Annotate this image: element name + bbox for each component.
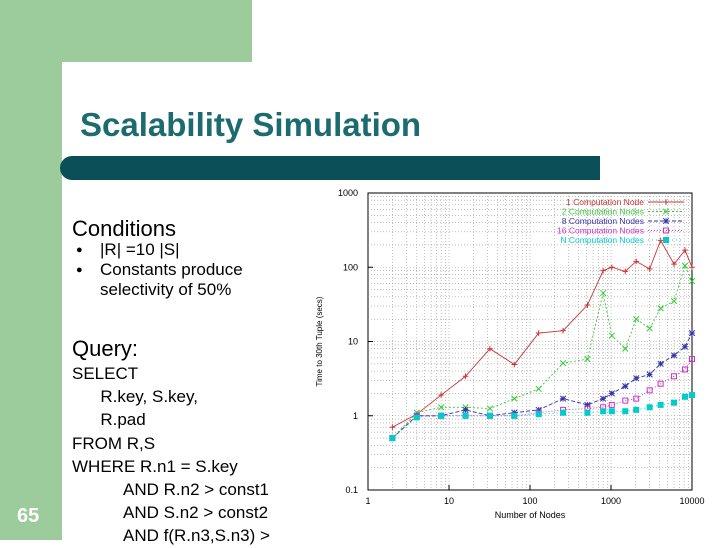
data-point	[634, 407, 639, 412]
data-point	[560, 360, 566, 366]
data-point	[647, 372, 653, 378]
data-point	[609, 391, 615, 397]
data-point	[609, 409, 614, 414]
data-point	[690, 393, 695, 398]
series-line	[392, 266, 692, 438]
legend-entry: 2 Computation Nodes	[561, 206, 644, 217]
data-point	[658, 402, 663, 407]
data-point	[487, 413, 492, 418]
data-point	[682, 344, 688, 350]
x-tick-label: 10	[443, 496, 455, 506]
y-tick-label: 100	[342, 262, 358, 273]
data-point	[658, 361, 664, 367]
query-line: FROM R,S	[72, 433, 156, 453]
scalability-chart	[310, 183, 718, 523]
list-item	[76, 260, 300, 300]
y-tick-label: 0.1	[345, 485, 358, 495]
legend-entry: 16 Computation Nodes	[557, 225, 644, 236]
bullet-icon: ●	[76, 264, 83, 276]
query-line: AND f(R.n3,S.n3) >	[72, 526, 270, 546]
slide-title: Scalability Simulation	[80, 106, 422, 143]
series-line	[392, 395, 692, 438]
data-point	[623, 409, 628, 414]
data-point	[463, 413, 468, 418]
data-point	[561, 410, 566, 415]
bullet-text: Constants produce selectivity of 50%	[100, 260, 243, 299]
query-line: R.key, S.key,	[72, 387, 198, 407]
green-top-decoration	[0, 0, 252, 62]
data-point	[390, 424, 396, 430]
y-axis-label: Time to 30th Tuple (secs)	[315, 296, 324, 387]
data-point	[622, 383, 628, 389]
data-point	[600, 268, 606, 274]
data-point	[439, 413, 444, 418]
data-point	[689, 330, 695, 336]
y-tick-label: 1000	[337, 188, 358, 198]
data-point	[658, 305, 664, 311]
data-point	[390, 436, 395, 441]
title-underline-bar	[60, 156, 600, 180]
data-point	[585, 402, 591, 408]
data-point	[647, 326, 653, 332]
data-point	[600, 290, 606, 296]
list-item	[76, 240, 300, 260]
bullet-text: |R| =10 |S|	[100, 240, 180, 259]
legend-entry: 1 Computation Node	[566, 197, 644, 207]
data-point	[512, 413, 517, 418]
data-point	[647, 405, 652, 410]
query-line: WHERE R.n1 = S.key	[72, 456, 238, 476]
data-point	[609, 333, 615, 339]
data-point	[664, 238, 669, 243]
query-text	[72, 362, 270, 548]
query-line: R.pad	[72, 410, 146, 430]
data-point	[672, 400, 677, 405]
query-line: AND R.n2 > const1	[72, 480, 270, 500]
data-point	[682, 394, 687, 399]
x-tick-label: 100	[522, 496, 538, 506]
conditions-heading: Conditions	[72, 216, 176, 241]
x-tick-label: 10000	[679, 496, 705, 506]
data-point	[609, 264, 615, 270]
data-point	[487, 406, 493, 412]
data-point	[671, 298, 677, 304]
green-sidebar-decoration	[0, 0, 62, 540]
data-point	[585, 356, 591, 362]
legend-entry: 8 Computation Nodes	[561, 216, 644, 226]
x-tick-label: 1	[365, 496, 371, 506]
bullet-icon: ●	[76, 244, 83, 256]
query-heading: Query:	[72, 336, 139, 361]
data-point	[536, 412, 541, 417]
data-point	[536, 386, 542, 392]
x-axis-label: Number of Nodes	[494, 510, 566, 520]
legend-entry: N Computation Nodes	[560, 235, 644, 245]
query-line: SELECT	[72, 364, 139, 383]
chart-svg	[310, 183, 718, 523]
data-point	[560, 396, 566, 402]
data-point	[689, 264, 695, 270]
data-point	[682, 263, 688, 269]
data-point	[601, 409, 606, 414]
query-line: AND S.n2 > const2	[72, 503, 269, 523]
conditions-list	[76, 240, 300, 300]
data-point	[512, 396, 518, 402]
data-point	[633, 375, 639, 381]
data-point	[600, 396, 606, 402]
data-point	[663, 199, 669, 205]
data-point	[663, 218, 669, 224]
slide-number: 65	[17, 505, 40, 527]
data-point	[585, 410, 590, 415]
data-point	[414, 415, 419, 420]
x-tick-label: 1000	[600, 496, 622, 506]
data-point	[671, 353, 677, 359]
data-point	[463, 407, 469, 413]
y-tick-label: 1	[352, 410, 358, 421]
y-tick-label: 10	[347, 336, 358, 347]
